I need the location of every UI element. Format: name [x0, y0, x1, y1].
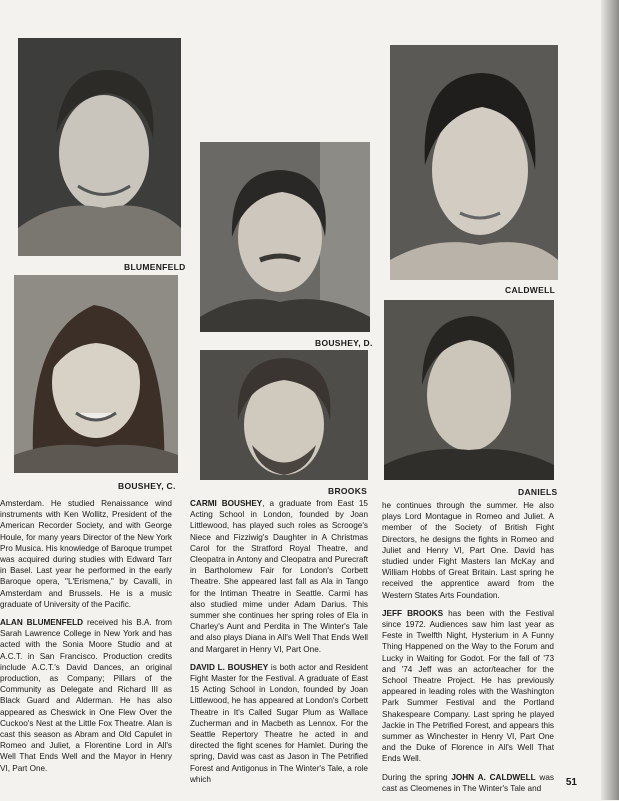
- caption-brooks: BROOKS: [328, 486, 368, 496]
- actor-name: DAVID L. BOUSHEY: [190, 662, 269, 672]
- paragraph: [190, 498, 368, 655]
- photo-brooks: [200, 350, 368, 480]
- paragraph: [382, 772, 554, 794]
- page-number: 51: [565, 777, 577, 788]
- portrait-boushey-d-image: [200, 142, 370, 332]
- photo-boushey-d: [200, 142, 370, 332]
- paragraph-text: was cast as Cleomenes in The Winter's Tale and: [382, 772, 554, 793]
- portrait-brooks-image: [200, 350, 368, 480]
- portrait-boushey-c-image: [14, 275, 178, 473]
- actor-name: JOHN A. CALDWELL: [451, 772, 536, 782]
- paragraph: [382, 608, 554, 765]
- page-edge-shadow: [601, 0, 619, 800]
- caption-blumenfeld: BLUMENFELD: [124, 262, 186, 272]
- photo-boushey-c: [14, 275, 178, 473]
- paragraph-text: is both actor and Resident Fight Master for the Festival. A graduate of East 15 Acting School in London, founded by Joan Littlewood, he has appeared at London's Corbett Theatre in It's Called Sugar Plum as Wallace Zucherman and in Macbeth as Lennox. For the Seattle Repertory Theatre he acted in and directed the fight scenes for Hamlet. During the spring, David was cast as Jason in The Petrified Forest and Antigonus in The Winter's Tale, a role which: [190, 662, 368, 784]
- caption-daniels: DANIELS: [518, 487, 558, 497]
- paragraph-text: During the spring: [382, 772, 452, 782]
- caption-caldwell: CALDWELL: [505, 285, 556, 295]
- photo-blumenfeld: [18, 38, 181, 256]
- paragraph-text: Amsterdam. He studied Renaissance wind instruments with Ken Wollitz, President of the American Recorder Society, and with George Houle, for many years Director of the New York Pro Musica. His knowledge of Baroque trumpet was acquired during studies with Edward Tarr in Basel. Last year he performed in the early Baroque opera, "L'Erismena," by Cavalli, in Amsterdam and Brussels. He is a music graduate of University of the Pacific.: [0, 499, 172, 609]
- actor-name: JEFF BROOKS: [382, 608, 444, 618]
- paragraph-text: , a graduate from East 15 Acting School in London, founded by Joan Littlewood, has played such roles as Scrooge's Niece and Fizziwig's Daughter in A Christmas Carol for the Stratford Royal Theatre, and Cleopatra in Antony and Cleopatra and Purecraft in Bartholomew Fair for London's Corbett Theatre. She appeared last fall as Ala in Tango for the Intiman Theatre in Seattle. Carmi has also studied mime under Adam Darius. This summer she continues her spring roles of Ela in Charley's Aunt and Perdita in The Winter's Tale and also plays Diana in All's Well That Ends Well and Margaret in Henry VI, Part One.: [190, 499, 368, 654]
- portrait-blumenfeld-image: [18, 38, 181, 256]
- paragraph: [382, 500, 554, 601]
- paragraph: [0, 498, 172, 610]
- paragraph-text: he continues through the summer. He also plays Lord Montague in Romeo and Juliet. A member of the Society of British Fight Directors, he designs the fights in Romeo and Juliet and Henry VI, Part One. David has studied under Fight Masters Ian McKay and William Hobbs of Great Britain. Last spring he received the apprentice award from the Western States Arts Foundation.: [382, 501, 554, 600]
- actor-name: CARMI BOUSHEY: [190, 499, 263, 508]
- paragraph-text: has been with the Festival since 1972. Audiences saw him last year as Feste in Twelfth Night, Hysterium in A Funny Thing Happened on the Way to the Forum and Lucky in Waiting for Godot. For the fall of '73 and '74 Jeff was an actor/teacher for the School Theatre Project. He has previously appeared in leading roles with the Washington Park Summer Festival and the Portland Shakespeare Company. Last spring he played Jackie in The Petrified Forest, and appears this summer as Winchester in Henry VI, Part One and the Duke of Florence in All's Well That Ends Well.: [382, 608, 554, 764]
- caption-boushey-c: BOUSHEY, C.: [118, 481, 176, 491]
- portrait-daniels-image: [384, 300, 554, 480]
- text-column-3: [382, 500, 554, 801]
- actor-name: ALAN BLUMENFELD: [0, 618, 84, 628]
- photo-caldwell: [390, 45, 558, 280]
- text-column-2: [190, 498, 368, 792]
- portrait-caldwell-image: [390, 45, 558, 280]
- caption-boushey-d: BOUSHEY, D.: [315, 338, 373, 348]
- paragraph: [190, 662, 368, 785]
- text-column-1: [0, 498, 172, 781]
- paragraph-text: received his B.A. from Sarah Lawrence College in New York and has acted with the Sonia Moore Studio and at A.C.T. in San Francisco. Production credits include A.C.T.'s David Dances, an original production, as Company; Pillars of the Community as Delegate and Richard III as Black Guard and Alderman. He has also appeared as Cheswick in One Flew Over the Cuckoo's Nest at the Little Fox Theatre. Alan is cast this season as Abram and Old Capulet in Romeo and Juliet, a Florentine Lord in All's Well That Ends Well and the Mayor in Henry VI, Part One.: [0, 618, 172, 773]
- paragraph: [0, 617, 172, 774]
- photo-daniels: [384, 300, 554, 480]
